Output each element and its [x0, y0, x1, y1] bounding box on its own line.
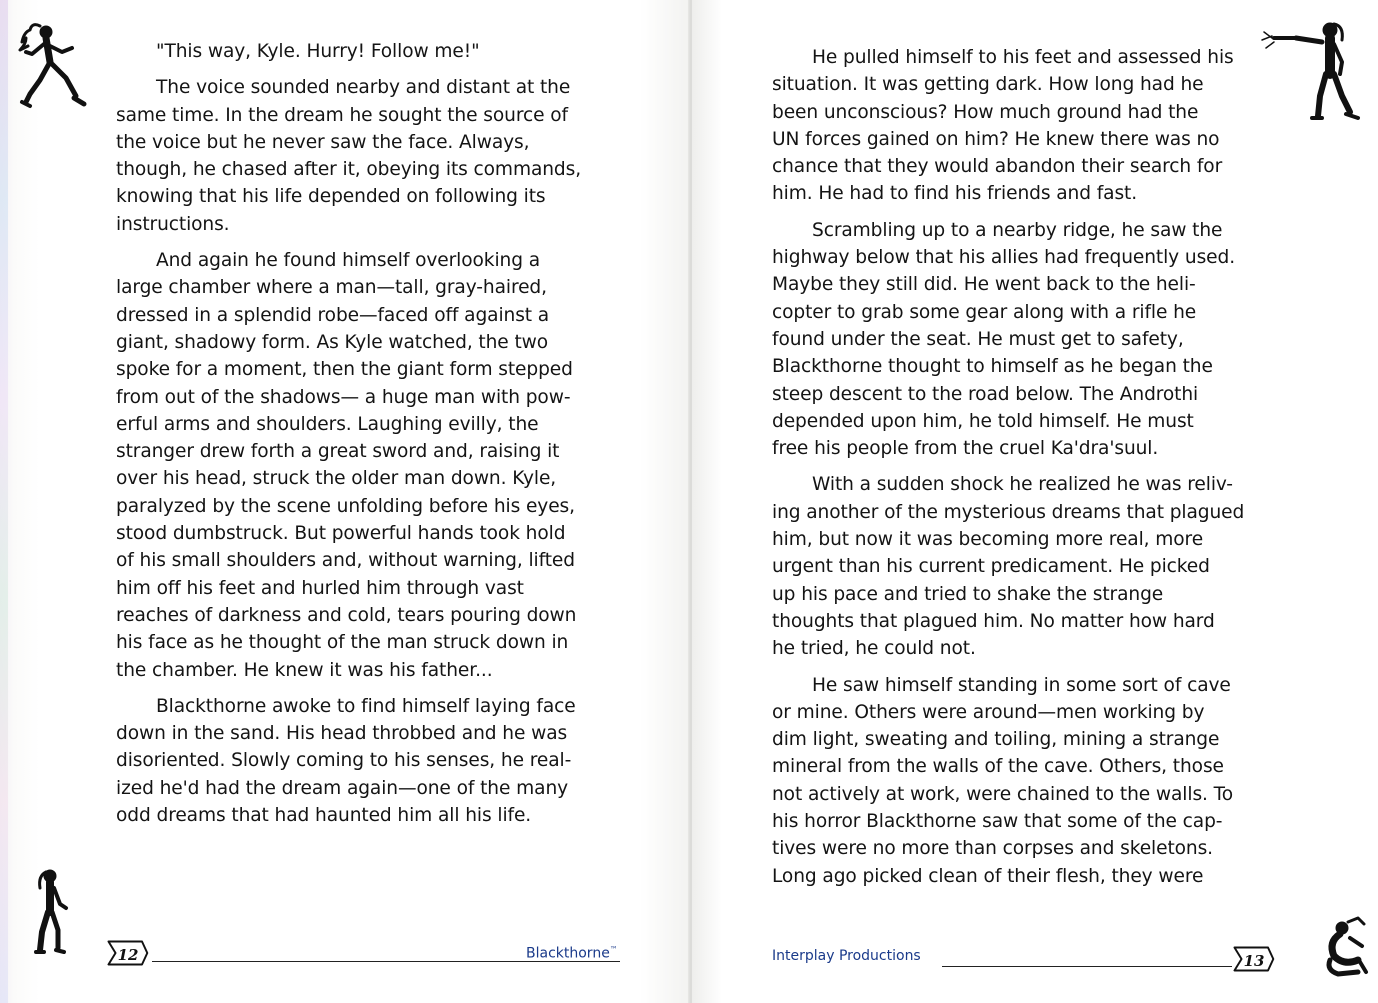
right-paragraph-4: He saw himself standing in some sort of cave or mine. Others were around—men working by dim light, sweating and toiling, mining a strange mineral from the walls of the cave. Others, those not actively at work, were chained to the walls. To his horror Blackthorne saw that some of the cap- tives were no more than corpses and skeletons. Long ago picked clean of their flesh, they were — [772, 674, 1234, 887]
walking-man-icon — [28, 866, 78, 958]
page-edge — [0, 0, 8, 1003]
footer-title-left — [526, 945, 618, 962]
footer-rule-right — [942, 966, 1232, 967]
right-page-body — [772, 44, 1272, 899]
gunman-icon — [1260, 14, 1368, 126]
footer-title-right: Interplay Productions — [772, 948, 921, 964]
page-number-right: 13 — [1243, 952, 1265, 970]
right-paragraph-1: He pulled himself to his feet and assessed his situation. It was getting dark. How long had he been unconscious? How much ground had the UN forces gained on him? He knew there was no chance that they would abandon their search for him. He had to find his friends and fast. — [772, 47, 1234, 205]
left-paragraph-1: "This way, Kyle. Hurry! Follow me!" — [156, 41, 480, 62]
right-page — [692, 0, 1378, 1003]
right-paragraph-3: With a sudden shock he realized he was reliv- ing another of the mysterious dreams that plagued him, but now it was becoming more real, more urgent than his current predicament. He picked up his pace and tried to shake the strange thoughts that plagued him. No matter how hard he tried, he could not. — [772, 474, 1245, 660]
crouching-man-icon — [1320, 916, 1372, 978]
page-number-left: 12 — [117, 946, 139, 964]
left-paragraph-4: Blackthorne awoke to find himself laying face down in the sand. His head throbbed and he was disoriented. Slowly coming to his senses, he real- ized he'd had the dream again—one of the many odd dreams that had haunted him all his life. — [116, 695, 576, 827]
trademark-mark: ™ — [609, 945, 618, 954]
footer-title-text: Blackthorne — [526, 945, 610, 962]
left-paragraph-3: And again he found himself overlooking a large chamber where a man—tall, gray-haired, dressed in a splendid robe—faced off against a giant, shadowy form. As Kyle watched, the two spoke for a moment, then the giant form stepped from out of the shadows— a huge man with pow- erful arms and shoulders. Laughing evilly, the stranger drew forth a great sword and, raising it over his head, struck the older man down. Kyle, paralyzed by the scene unfolding before his eyes, stood dumbstruck. But powerful hands took hold of his small shoulders and, without warning, lifted him off his feet and hurled him through vast reaches of darkness and cold, tears pouring down his face as he thought of the man struck down in the chamber. He knew it was his father... — [116, 250, 577, 681]
left-page-body — [116, 38, 616, 838]
running-man-icon — [12, 18, 96, 118]
left-paragraph-2: The voice sounded nearby and distant at the same time. In the dream he sought the source of the voice but he never saw the face. Always, though, he chased after it, obeying its commands, knowing that his life depended on following its instructions. — [116, 77, 582, 235]
right-paragraph-2: Scrambling up to a nearby ridge, he saw the highway below that his allies had frequently used. Maybe they still did. He went back to the heli- copter to grab some gear along with a rifle he found under the seat. He must get to safety, Blackthorne thought to himself as he began the steep descent to the road below. The Androthi depended upon him, he told himself. He must free his people from the cruel Ka'dra'suul. — [772, 219, 1236, 460]
